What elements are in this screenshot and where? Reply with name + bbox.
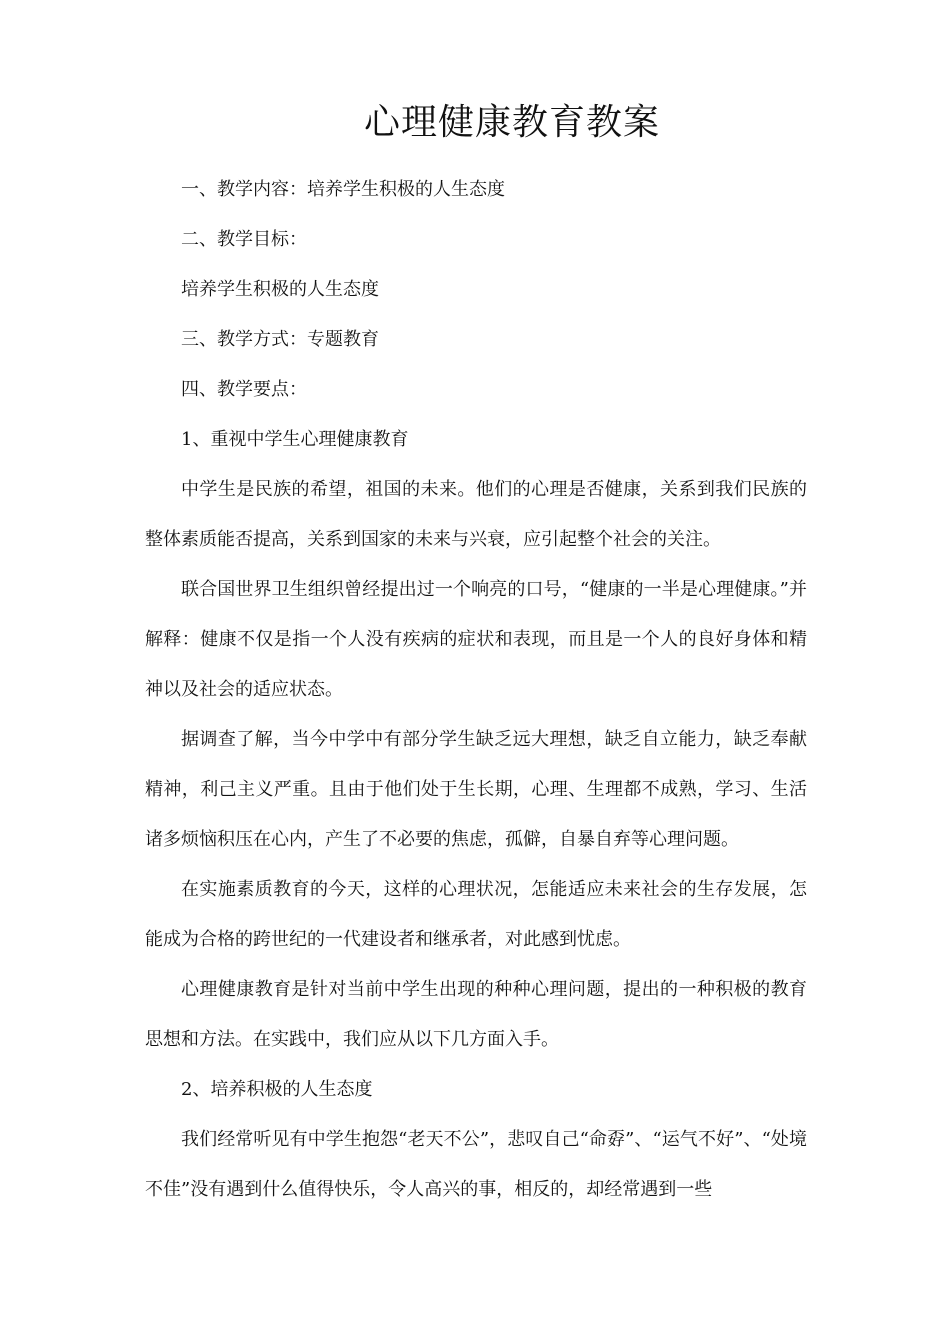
paragraph-section-2-heading: 2、培养积极的人生态度 [181, 1079, 373, 1100]
paragraph-section-1-heading: 1、重视中学生心理健康教育 [181, 429, 409, 450]
paragraph-mental-health-education: 心理健康教育是针对当前中学生出现的种种心理问题，提出的一种积极的教育思想和方法。在实践中，我们应从以下几方面入手。 [145, 979, 807, 1050]
paragraph-key-points-heading: 四、教学要点： [181, 379, 307, 400]
paragraph-teaching-goal-heading: 二、教学目标： [181, 229, 307, 250]
paragraph-who-slogan: 联合国世界卫生组织曾经提出过一个响亮的口号，“健康的一半是心理健康。”并解释：健康不仅是指一个人没有疾病的症状和表现，而且是一个人的良好身体和精神以及社会的适应状态。 [145, 579, 807, 700]
paragraph-teaching-method: 三、教学方式：专题教育 [181, 329, 379, 350]
paragraph-hope-of-nation: 中学生是民族的希望，祖国的未来。他们的心理是否健康，关系到我们民族的整体素质能否提高，关系到国家的未来与兴衰，应引起整个社会的关注。 [145, 479, 807, 550]
paragraph-teaching-content: 一、教学内容：培养学生积极的人生态度 [181, 179, 505, 200]
paragraph-quality-education: 在实施素质教育的今天，这样的心理状况，怎能适应未来社会的生存发展，怎能成为合格的跨世纪的一代建设者和继承者，对此感到忧虑。 [145, 879, 807, 950]
paragraph-complaints: 我们经常听见有中学生抱怨“老天不公”，悲叹自己“命孬”、“运气不好”、“处境不佳”没有遇到什么值得快乐，令人高兴的事，相反的，却经常遇到一些 [145, 1129, 807, 1200]
paragraph-survey: 据调查了解，当今中学中有部分学生缺乏远大理想，缺乏自立能力，缺乏奉献精神，利己主义严重。且由于他们处于生长期，心理、生理都不成熟，学习、生活诸多烦恼积压在心内，产生了不必要的焦虑，孤僻，自暴自弃等心理问题。 [145, 729, 807, 850]
paragraph-teaching-goal: 培养学生积极的人生态度 [181, 279, 379, 300]
document-body [145, 165, 807, 1215]
document-title: 心理健康教育教案 [363, 102, 660, 143]
